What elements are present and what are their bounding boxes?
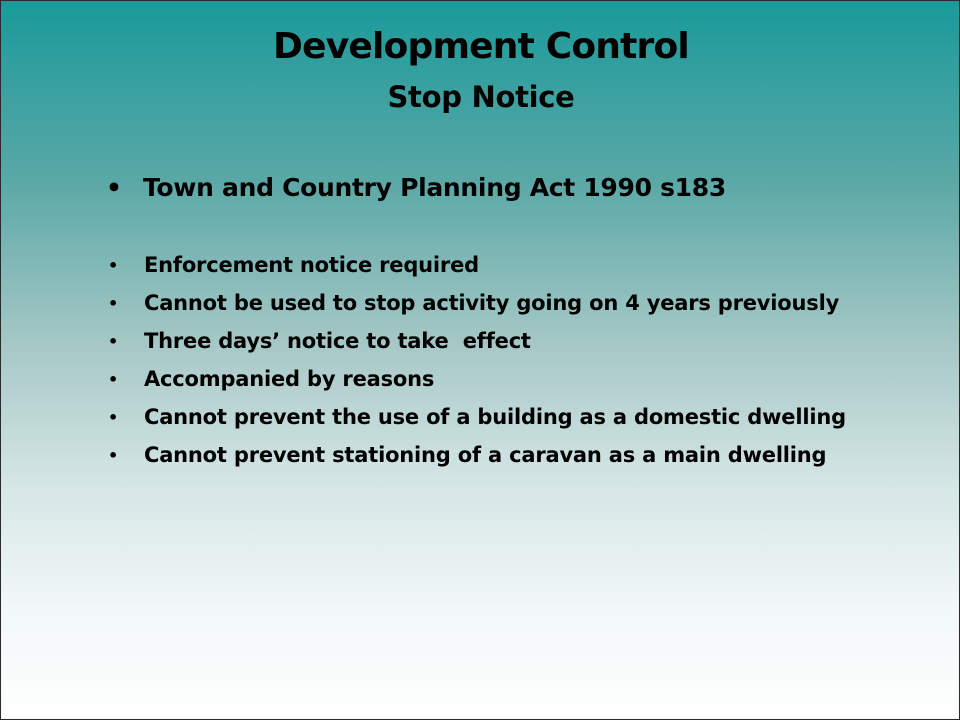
main-point-text: Town and Country Planning Act 1990 s183 bbox=[143, 173, 726, 202]
bullet-icon: • bbox=[108, 256, 119, 275]
list-item-text: Cannot be used to stop activity going on 4 years previously bbox=[144, 291, 840, 315]
bullet-icon: • bbox=[108, 332, 119, 351]
list-item bbox=[106, 250, 846, 281]
list-item-text: Enforcement notice required bbox=[144, 253, 479, 277]
main-bullet-point bbox=[106, 168, 886, 208]
slide-title: Development Control bbox=[273, 26, 689, 67]
list-item bbox=[106, 440, 846, 471]
list-item bbox=[106, 288, 846, 319]
bullet-icon: • bbox=[108, 370, 119, 389]
bullet-icon: • bbox=[106, 173, 122, 202]
bullet-icon: • bbox=[108, 446, 119, 465]
sub-bullet-list bbox=[106, 250, 846, 478]
slide-subtitle: Stop Notice bbox=[387, 80, 575, 114]
list-item bbox=[106, 364, 846, 395]
bullet-icon: • bbox=[108, 294, 119, 313]
list-item-text: Cannot prevent stationing of a caravan as a main dwelling bbox=[144, 443, 827, 467]
list-item-text: Cannot prevent the use of a building as a domestic dwelling bbox=[144, 405, 846, 429]
list-item-text: Accompanied by reasons bbox=[144, 367, 435, 391]
bullet-icon: • bbox=[108, 408, 119, 427]
list-item-text: Three days’ notice to take effect bbox=[144, 329, 531, 353]
list-item bbox=[106, 402, 846, 433]
list-item bbox=[106, 326, 846, 357]
